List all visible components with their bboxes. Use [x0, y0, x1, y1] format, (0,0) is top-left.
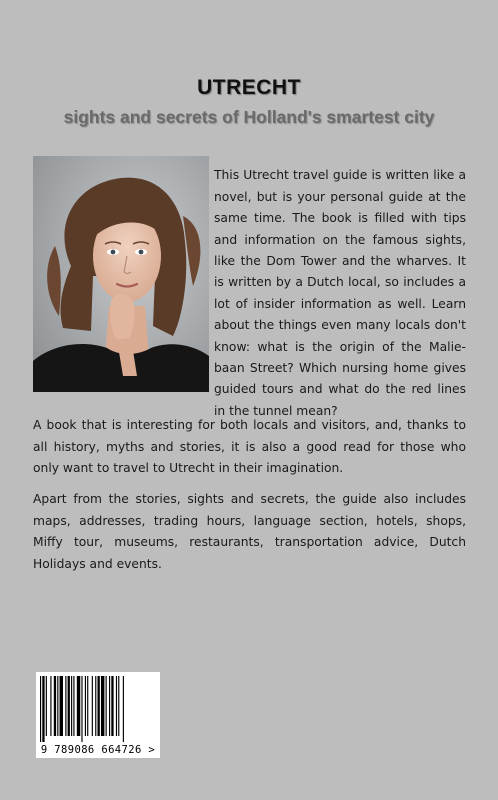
barcode-bar	[71, 676, 72, 736]
barcode-bar	[81, 676, 82, 742]
barcode-bar	[77, 676, 80, 736]
barcode-bar	[95, 676, 96, 736]
barcode-bar	[73, 676, 74, 736]
barcode-bar	[57, 676, 58, 736]
barcode-bar	[101, 676, 104, 736]
barcode-bar	[109, 676, 110, 736]
book-subtitle: sights and secrets of Holland's smartest city	[63, 107, 435, 127]
blurb-paragraph-1: This Utrecht travel guide is written like a novel, but is your personal guide at the same time. The book is filled with tips and information on the famous sights, like the Dom Tower and the wharves. It is written by a Dutch local, so includes a lot of insider information as well. Learn about the things even many locals don't know: what is the origin of the Malie-baan Street? Which nursing home gives guided tours and what do the red lines in the tunnel mean?	[214, 168, 466, 418]
barcode-bar	[92, 676, 93, 736]
barcode-bar	[40, 676, 41, 742]
barcode-bar	[54, 676, 56, 736]
barcode-bar	[87, 676, 88, 736]
barcode-bar	[98, 676, 100, 736]
blurb-paragraph-2: A book that is interesting for both locals and visitors, and, thanks to all history, myths and stories, it is also a good read for those who only want to travel to Utrecht in their imagination.	[33, 418, 466, 476]
barcode-bar	[65, 676, 66, 736]
barcode-bar	[85, 676, 86, 736]
barcode-bar	[42, 676, 44, 742]
barcode-bar	[111, 676, 113, 736]
isbn-number: 9 789086 664726 >	[40, 744, 156, 756]
author-photo	[33, 156, 209, 392]
barcode-bar	[123, 676, 124, 742]
barcode-bar	[60, 676, 63, 736]
barcode-bars	[36, 672, 160, 744]
barcode-bar	[50, 676, 51, 736]
barcode-bar	[46, 676, 47, 736]
blurb-paragraph-3: Apart from the stories, sights and secrets, the guide also includes maps, addresses, trading hours, language section, hotels, shops, Miffy tour, museums, restaurants, transportation advice, Dutch Holidays and events.	[33, 492, 466, 571]
barcode-bar	[118, 676, 119, 736]
book-title: UTRECHT	[197, 76, 301, 99]
barcode-bar	[116, 676, 117, 736]
barcode-bar	[106, 676, 107, 736]
barcode-bar	[68, 676, 70, 736]
isbn-barcode	[36, 672, 160, 758]
